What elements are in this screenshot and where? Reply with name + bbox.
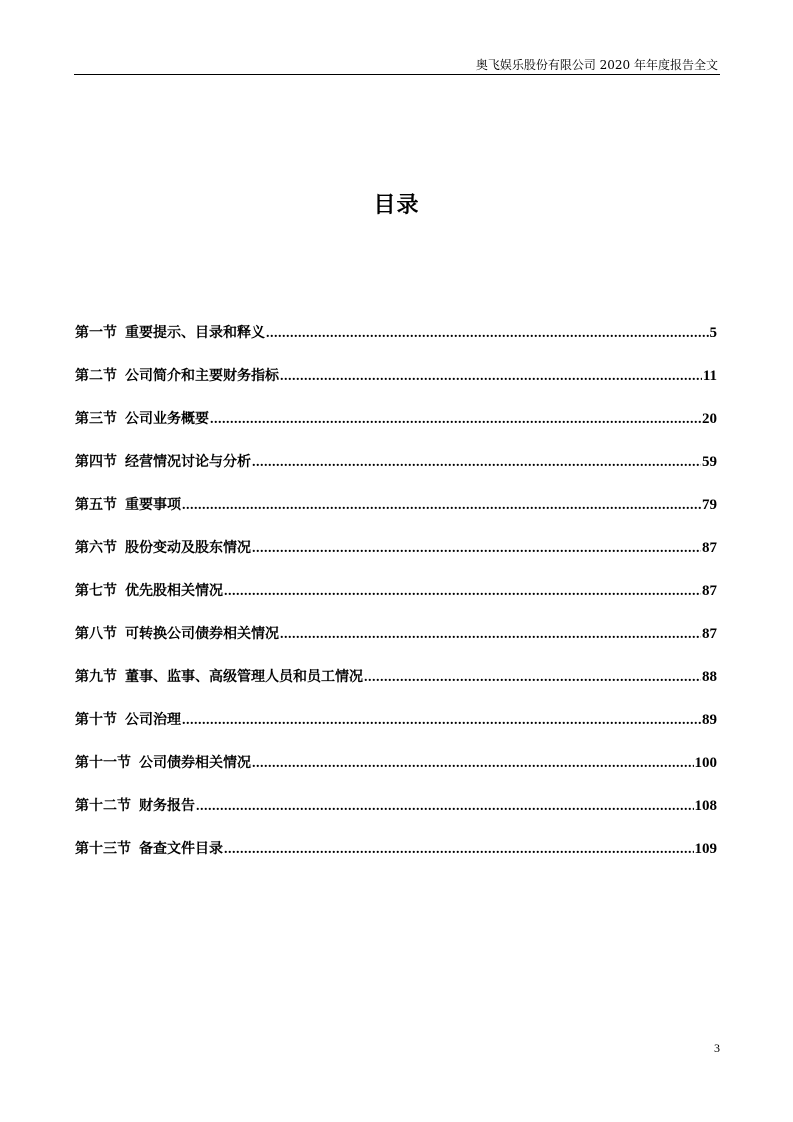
toc-section-title: 经营情况讨论与分析 — [125, 454, 251, 470]
toc-page-number: 87 — [702, 540, 717, 556]
dot-leader — [196, 797, 694, 817]
toc-entry-11[interactable] — [75, 753, 717, 796]
toc-page-number: 89 — [702, 712, 717, 728]
toc-section-number: 第二节 — [75, 368, 117, 384]
toc-section-number: 第四节 — [75, 454, 117, 470]
toc-entry-2[interactable] — [75, 366, 717, 409]
toc-section-title: 董事、监事、高级管理人员和员工情况 — [125, 669, 363, 685]
table-of-contents — [75, 323, 717, 882]
toc-page-number: 100 — [694, 755, 717, 771]
running-title: 奥飞娱乐股份有限公司 2020 年年度报告全文 — [475, 58, 718, 72]
dot-leader — [252, 453, 701, 473]
toc-section-title: 公司治理 — [125, 712, 181, 728]
toc-entry-1[interactable] — [75, 323, 717, 366]
toc-entry-8[interactable] — [75, 624, 717, 667]
toc-page-number: 109 — [694, 841, 717, 857]
toc-section-number: 第五节 — [75, 497, 117, 513]
toc-section-title: 公司债券相关情况 — [139, 755, 251, 771]
dot-leader — [252, 754, 694, 774]
toc-page-number: 11 — [702, 368, 717, 384]
toc-section-number: 第十三节 — [75, 841, 131, 857]
page-header — [74, 56, 720, 75]
dot-leader — [252, 539, 701, 559]
toc-entry-7[interactable] — [75, 581, 717, 624]
dot-leader — [364, 668, 701, 688]
toc-page-number: 59 — [702, 454, 717, 470]
toc-entry-10[interactable] — [75, 710, 717, 753]
toc-page-number: 88 — [702, 669, 717, 685]
toc-page-number: 87 — [702, 626, 717, 642]
toc-entry-13[interactable] — [75, 839, 717, 882]
toc-section-title: 股份变动及股东情况 — [125, 540, 251, 556]
toc-section-number: 第一节 — [75, 325, 117, 341]
toc-section-number: 第六节 — [75, 540, 117, 556]
toc-page-number: 108 — [694, 798, 717, 814]
toc-section-title: 可转换公司债券相关情况 — [125, 626, 279, 642]
toc-entry-4[interactable] — [75, 452, 717, 495]
toc-entry-6[interactable] — [75, 538, 717, 581]
toc-section-title: 优先股相关情况 — [125, 583, 223, 599]
toc-section-number: 第十节 — [75, 712, 117, 728]
toc-page-number: 20 — [702, 411, 717, 427]
toc-section-title: 公司简介和主要财务指标 — [125, 368, 279, 384]
toc-section-title: 重要事项 — [125, 497, 181, 513]
toc-entry-9[interactable] — [75, 667, 717, 710]
dot-leader — [280, 625, 701, 645]
dot-leader — [182, 496, 701, 516]
toc-section-title: 公司业务概要 — [125, 411, 209, 427]
toc-title: 目录 — [373, 193, 420, 218]
toc-section-title: 重要提示、目录和释义 — [125, 325, 265, 341]
dot-leader — [182, 711, 701, 731]
dot-leader — [224, 582, 701, 602]
toc-section-number: 第十二节 — [75, 798, 131, 814]
toc-section-title: 备查文件目录 — [139, 841, 223, 857]
toc-entry-12[interactable] — [75, 796, 717, 839]
toc-entry-3[interactable] — [75, 409, 717, 452]
toc-section-number: 第八节 — [75, 626, 117, 642]
dot-leader — [224, 840, 694, 860]
toc-section-number: 第七节 — [75, 583, 117, 599]
page-number: 3 — [714, 1041, 720, 1055]
dot-leader — [280, 367, 702, 387]
dot-leader — [210, 410, 701, 430]
toc-section-title: 财务报告 — [139, 798, 195, 814]
toc-page-number: 87 — [702, 583, 717, 599]
toc-entry-5[interactable] — [75, 495, 717, 538]
toc-section-number: 第十一节 — [75, 755, 131, 771]
toc-section-number: 第九节 — [75, 669, 117, 685]
toc-section-number: 第三节 — [75, 411, 117, 427]
dot-leader — [266, 324, 709, 344]
toc-page-number: 5 — [709, 325, 717, 341]
toc-page-number: 79 — [702, 497, 717, 513]
